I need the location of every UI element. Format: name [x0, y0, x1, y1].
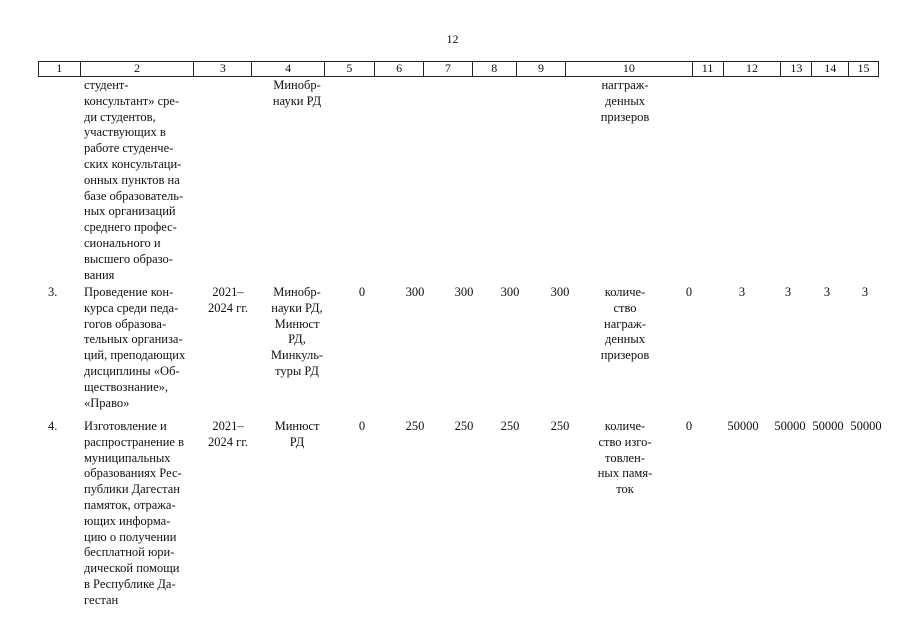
cont-activity-text: студент- консультант» сре- ди студентов, участвующих в работе студенче- ских консультаци- онных пунктов на базе образователь- ных организаций среднего профес- сионального и высшего образо- вания	[84, 78, 184, 282]
table-header-row	[38, 61, 879, 77]
row4-col5: 0	[358, 419, 366, 433]
row4-activity-text: Изготовление и распространение в муниципальных образованиях Рес- публики Дагестан памяток, отража- ющих информа- цию о получении бесплатной юри- дической помощи в Республике Да- гестан	[84, 419, 184, 607]
row3-executor: Минобр- науки РД, Минюст РД, Минкуль- туры РД	[270, 285, 324, 378]
header-cell: 7	[424, 62, 472, 76]
header-cell: 9	[517, 62, 566, 76]
row4-col14: 50000	[812, 419, 844, 433]
header-cell: 2	[81, 62, 195, 76]
row3-col9: 300	[550, 285, 570, 299]
row3-col8: 300	[500, 285, 520, 299]
row3-col14: 3	[823, 285, 831, 299]
row4-col9: 250	[550, 419, 570, 433]
row3-col6: 300	[405, 285, 425, 299]
cont-indicator: нагграж- денных призеров	[600, 78, 650, 124]
header-cell: 13	[781, 62, 812, 76]
row3-period: 2021– 2024 гг.	[207, 285, 249, 315]
header-cell: 11	[693, 62, 724, 76]
row3-col12: 3	[738, 285, 746, 299]
header-cell: 6	[375, 62, 424, 76]
header-cell: 5	[325, 62, 375, 76]
row3-col5: 0	[358, 285, 366, 299]
row3-col15: 3	[861, 285, 869, 299]
header-cell: 1	[39, 62, 81, 76]
header-cell: 8	[473, 62, 517, 76]
row4-col13: 50000	[774, 419, 806, 433]
row4-period: 2021– 2024 гг.	[207, 419, 249, 449]
header-cell: 12	[724, 62, 782, 76]
row4-col8: 250	[500, 419, 520, 433]
row3-col7: 300	[454, 285, 474, 299]
header-cell: 4	[252, 62, 324, 76]
row4-col15: 50000	[850, 419, 882, 433]
cont-executor: Минобр- науки РД	[272, 78, 322, 108]
page-number: 12	[446, 32, 459, 46]
row3-col13: 3	[784, 285, 792, 299]
header-cell: 15	[849, 62, 879, 76]
row4-col12: 50000	[727, 419, 759, 433]
row4-col6: 250	[405, 419, 425, 433]
row4-indicator: количе- ство изго- товлен- ных памя- ток	[597, 419, 653, 497]
header-cell: 3	[194, 62, 252, 76]
row3-col11: 0	[685, 285, 693, 299]
header-cell: 10	[566, 62, 692, 76]
row-number: 3.	[48, 285, 58, 299]
header-cell: 14	[812, 62, 849, 76]
row-number: 4.	[48, 419, 58, 433]
row4-col7: 250	[454, 419, 474, 433]
row3-indicator: количе- ство награж- денных призеров	[600, 285, 650, 363]
row3-activity-text: Проведение кон- курса среди педа- гогов образова- тельных организа- ций, преподающих дисциплины «Об- ществознание», «Право»	[84, 285, 186, 410]
row4-executor: Минюст РД	[274, 419, 320, 449]
row4-col11: 0	[685, 419, 693, 433]
